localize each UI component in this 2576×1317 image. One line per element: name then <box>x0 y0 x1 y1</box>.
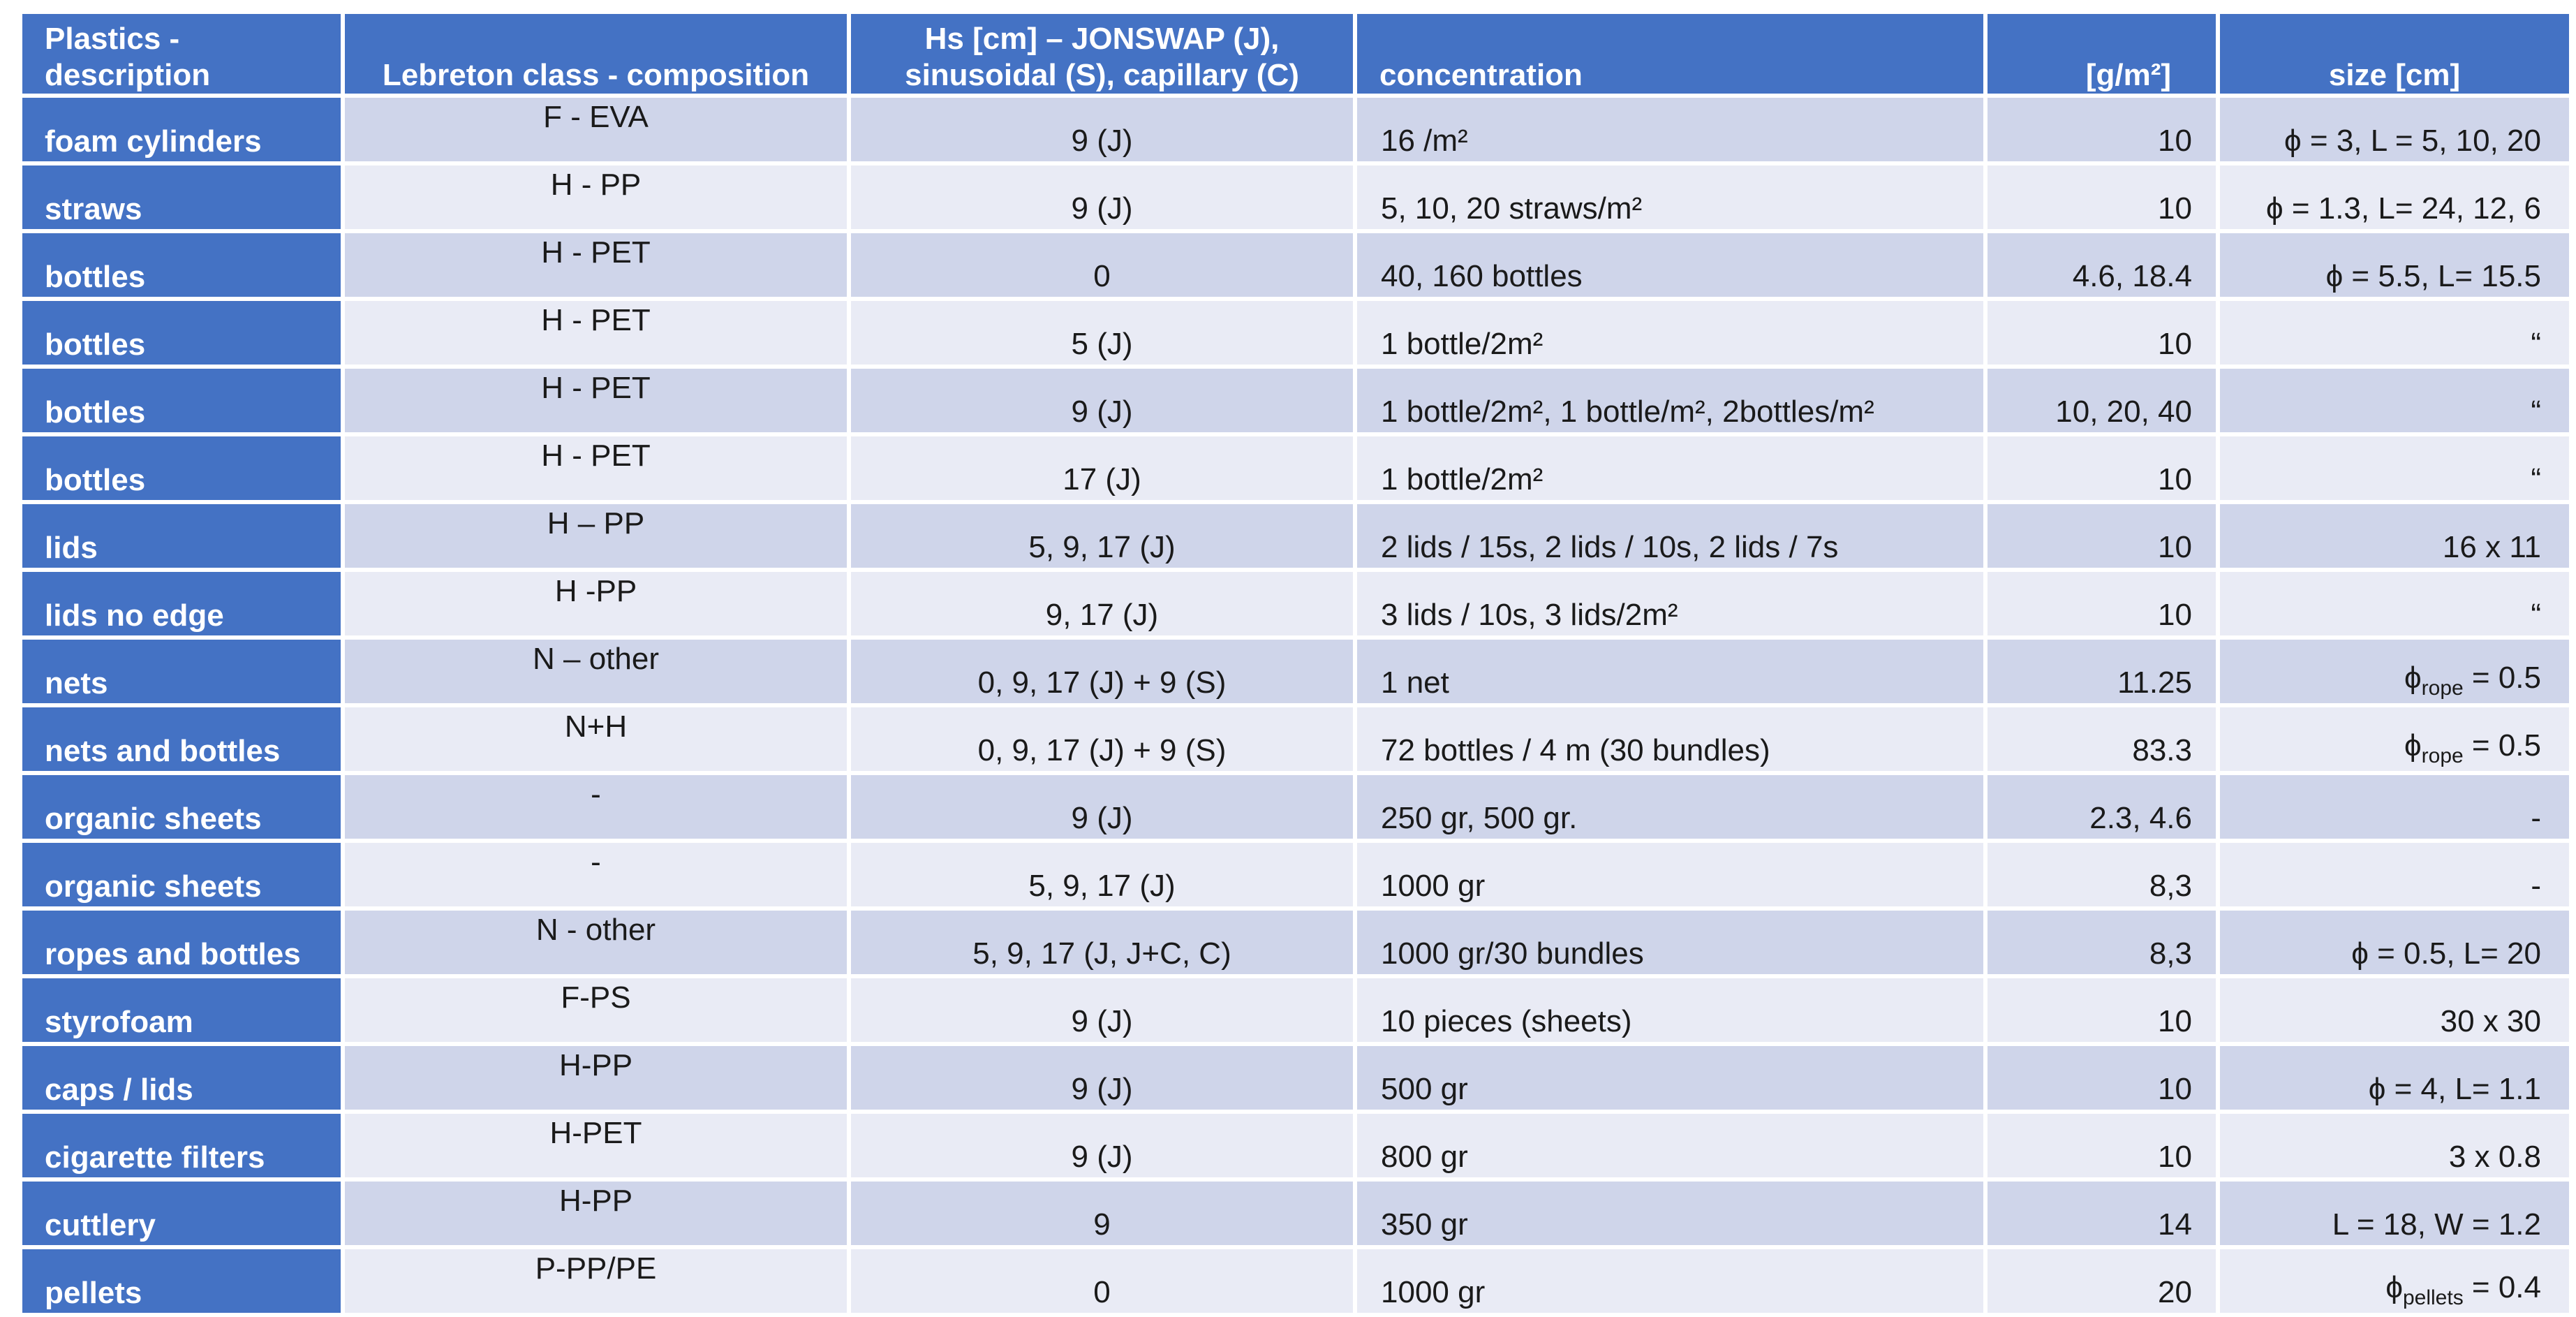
cell-description-text: bottles <box>45 395 146 429</box>
cell-gm2-text: 10 <box>2158 530 2192 564</box>
cell-gm2 <box>1987 911 2216 974</box>
cell-hs-text: 5, 9, 17 (J, J+C, C) <box>972 936 1231 971</box>
cell-hs-text: 9 (J) <box>1071 124 1133 158</box>
cell-class-text: H - PET <box>541 371 651 405</box>
cell-description-text: bottles <box>45 260 146 294</box>
cell-description-text: lids <box>45 531 98 565</box>
cell-class <box>345 1046 847 1110</box>
cell-description <box>22 1114 341 1177</box>
cell-gm2 <box>1987 775 2216 839</box>
cell-description <box>22 233 341 297</box>
cell-hs-text: 9 (J) <box>1071 1140 1133 1174</box>
cell-hs <box>851 1046 1353 1110</box>
cell-gm2 <box>1987 1114 2216 1177</box>
cell-concentration-text: 16 /m² <box>1381 124 1468 158</box>
cell-gm2 <box>1987 843 2216 906</box>
cell-hs <box>851 1249 1353 1313</box>
cell-size-text: 3 x 0.8 <box>2448 1140 2541 1174</box>
table-row <box>22 911 2569 974</box>
cell-hs-text: 9 (J) <box>1071 395 1133 429</box>
cell-concentration-text: 500 gr <box>1381 1072 1468 1106</box>
cell-class-text: - <box>591 777 601 811</box>
cell-class <box>345 165 847 229</box>
cell-hs-text: 9, 17 (J) <box>1045 598 1159 632</box>
cell-concentration <box>1357 1046 1983 1110</box>
cell-size <box>2220 98 2569 161</box>
cell-description <box>22 640 341 703</box>
cell-concentration <box>1357 911 1983 974</box>
cell-size <box>2220 707 2569 771</box>
cell-description <box>22 436 341 500</box>
cell-size <box>2220 436 2569 500</box>
cell-class <box>345 1249 847 1313</box>
cell-description <box>22 98 341 161</box>
cell-gm2-text: 10, 20, 40 <box>2055 395 2192 429</box>
cell-concentration <box>1357 301 1983 365</box>
cell-gm2-text: 10 <box>2158 124 2192 158</box>
cell-hs <box>851 98 1353 161</box>
cell-hs <box>851 504 1353 568</box>
cell-hs <box>851 911 1353 974</box>
cell-concentration-text: 1 net <box>1381 665 1449 700</box>
cell-class-text: F-PS <box>561 980 631 1015</box>
cell-hs <box>851 233 1353 297</box>
cell-gm2 <box>1987 707 2216 771</box>
cell-gm2-text: 10 <box>2158 191 2192 226</box>
cell-size <box>2220 301 2569 365</box>
header-hs-line1: Hs [cm] – JONSWAP (J), <box>924 22 1280 56</box>
cell-class-text: H -PP <box>554 574 637 608</box>
cell-hs-text: 9 <box>1093 1207 1111 1242</box>
cell-description-text: straws <box>45 192 142 226</box>
cell-description <box>22 504 341 568</box>
cell-hs-text: 9 (J) <box>1071 1072 1133 1106</box>
cell-gm2 <box>1987 98 2216 161</box>
header-description <box>22 14 341 94</box>
cell-size <box>2220 165 2569 229</box>
cell-class <box>345 504 847 568</box>
cell-gm2-text: 10 <box>2158 462 2192 496</box>
cell-class <box>345 1182 847 1245</box>
cell-gm2 <box>1987 165 2216 229</box>
cell-description-text: bottles <box>45 463 146 497</box>
cell-description-text: nets <box>45 666 108 700</box>
cell-size <box>2220 911 2569 974</box>
cell-size-text: “ <box>2531 327 2541 361</box>
header-concentration: concentration <box>1357 14 1983 94</box>
cell-size-tail: = 0.5 <box>2463 728 2541 763</box>
cell-class-text: H-PP <box>558 1048 633 1082</box>
cell-concentration-text: 5, 10, 20 straws/m² <box>1381 191 1643 226</box>
cell-class-text: H – PP <box>547 506 645 540</box>
cell-concentration-text: 72 bottles / 4 m (30 bundles) <box>1381 733 1770 767</box>
cell-concentration <box>1357 843 1983 906</box>
cell-class <box>345 911 847 974</box>
cell-concentration <box>1357 1182 1983 1245</box>
cell-concentration-text: 10 pieces (sheets) <box>1381 1004 1632 1038</box>
table-row <box>22 436 2569 500</box>
cell-class-text: H-PET <box>549 1116 642 1150</box>
cell-gm2 <box>1987 572 2216 635</box>
cell-class <box>345 843 847 906</box>
cell-class-text: F - EVA <box>543 100 649 134</box>
cell-hs-text: 0, 9, 17 (J) + 9 (S) <box>977 665 1227 700</box>
cell-hs-text: 9 (J) <box>1071 1004 1133 1038</box>
cell-concentration-text: 2 lids / 15s, 2 lids / 10s, 2 lids / 7s <box>1381 530 1839 564</box>
cell-hs <box>851 1182 1353 1245</box>
cell-size-text: ϕ = 4, L= 1.1 <box>2368 1072 2541 1106</box>
header-hs-line2: sinusoidal (S), capillary (C) <box>905 58 1299 92</box>
cell-hs <box>851 301 1353 365</box>
table-row <box>22 504 2569 568</box>
cell-gm2-text: 14 <box>2158 1207 2192 1242</box>
cell-class-text: N+H <box>564 709 628 744</box>
cell-size <box>2220 1182 2569 1245</box>
cell-gm2 <box>1987 1046 2216 1110</box>
cell-description-text: lids no edge <box>45 598 224 633</box>
cell-gm2-text: 10 <box>2158 1140 2192 1174</box>
cell-hs <box>851 572 1353 635</box>
header-class: Lebreton class - composition <box>345 14 847 94</box>
cell-size <box>2220 1114 2569 1177</box>
cell-description <box>22 707 341 771</box>
table-row <box>22 98 2569 161</box>
cell-description-text: nets and bottles <box>45 734 281 768</box>
cell-concentration-text: 800 gr <box>1381 1140 1468 1174</box>
header-row <box>22 14 2569 94</box>
cell-class <box>345 369 847 432</box>
cell-size-text: ϕ = 1.3, L= 24, 12, 6 <box>2265 191 2541 226</box>
cell-concentration-text: 1000 gr/30 bundles <box>1381 936 1644 971</box>
cell-gm2-text: 8,3 <box>2149 869 2192 903</box>
cell-gm2-text: 10 <box>2158 1072 2192 1106</box>
cell-size <box>2220 504 2569 568</box>
cell-concentration <box>1357 98 1983 161</box>
table-row <box>22 572 2569 635</box>
cell-class-text: H - PET <box>541 303 651 337</box>
cell-description <box>22 1182 341 1245</box>
cell-description <box>22 911 341 974</box>
cell-class-text: P-PP/PE <box>535 1251 657 1286</box>
cell-class-text: N – other <box>533 642 659 676</box>
cell-description <box>22 369 341 432</box>
cell-description <box>22 1249 341 1313</box>
cell-size-text: - <box>2531 869 2541 903</box>
cell-description-text: cuttlery <box>45 1208 156 1242</box>
cell-gm2-text: 83.3 <box>2132 733 2192 767</box>
table-row <box>22 301 2569 365</box>
cell-class <box>345 301 847 365</box>
cell-description-text: foam cylinders <box>45 124 262 159</box>
cell-description <box>22 301 341 365</box>
cell-size <box>2220 572 2569 635</box>
cell-hs-text: 17 (J) <box>1063 462 1141 496</box>
cell-concentration-text: 1 bottle/2m², 1 bottle/m², 2bottles/m² <box>1381 395 1874 429</box>
table-row <box>22 1114 2569 1177</box>
table-row <box>22 165 2569 229</box>
cell-description-text: bottles <box>45 328 146 362</box>
cell-hs <box>851 978 1353 1042</box>
cell-size-text: ϕ <box>2404 728 2422 763</box>
cell-hs <box>851 165 1353 229</box>
cell-description <box>22 843 341 906</box>
table-row <box>22 1182 2569 1245</box>
cell-class-text: - <box>591 845 601 879</box>
cell-gm2 <box>1987 1182 2216 1245</box>
cell-description <box>22 978 341 1042</box>
cell-description-text: styrofoam <box>45 1005 193 1039</box>
cell-size <box>2220 843 2569 906</box>
cell-size-text: ϕ = 3, L = 5, 10, 20 <box>2284 124 2541 158</box>
cell-size-text: “ <box>2531 395 2541 429</box>
cell-gm2 <box>1987 233 2216 297</box>
cell-gm2-text: 4.6, 18.4 <box>2072 259 2192 293</box>
cell-concentration-text: 1 bottle/2m² <box>1381 462 1544 496</box>
cell-class <box>345 572 847 635</box>
cell-class <box>345 436 847 500</box>
cell-gm2 <box>1987 504 2216 568</box>
table-row <box>22 843 2569 906</box>
cell-size-text: “ <box>2531 598 2541 632</box>
table-row <box>22 775 2569 839</box>
cell-description <box>22 775 341 839</box>
cell-hs <box>851 436 1353 500</box>
cell-size-subscript: pellets <box>2402 1286 2464 1309</box>
cell-gm2 <box>1987 978 2216 1042</box>
cell-class-text: H - PET <box>541 235 651 270</box>
cell-size-text: L = 18, W = 1.2 <box>2332 1207 2541 1242</box>
cell-hs-text: 5, 9, 17 (J) <box>1028 530 1176 564</box>
cell-size-text: ϕ <box>2404 661 2422 696</box>
cell-size <box>2220 369 2569 432</box>
cell-hs-text: 9 (J) <box>1071 191 1133 226</box>
cell-class-text: H - PP <box>550 168 642 202</box>
table-row <box>22 640 2569 703</box>
cell-concentration <box>1357 572 1983 635</box>
table-row <box>22 1046 2569 1110</box>
cell-description-text: caps / lids <box>45 1073 193 1107</box>
cell-size <box>2220 1046 2569 1110</box>
cell-concentration-text: 1 bottle/2m² <box>1381 327 1544 361</box>
cell-gm2 <box>1987 369 2216 432</box>
cell-description-text: pellets <box>45 1276 142 1310</box>
cell-size <box>2220 233 2569 297</box>
table-row <box>22 233 2569 297</box>
cell-size <box>2220 978 2569 1042</box>
cell-class <box>345 98 847 161</box>
cell-hs-text: 0 <box>1093 259 1111 293</box>
cell-description-text: organic sheets <box>45 802 262 836</box>
header-hs <box>851 14 1353 94</box>
cell-class <box>345 775 847 839</box>
header-gm2: [g/m²] <box>1987 14 2216 94</box>
cell-size <box>2220 775 2569 839</box>
cell-class <box>345 1114 847 1177</box>
cell-hs <box>851 640 1353 703</box>
cell-gm2-text: 11.25 <box>2117 665 2192 700</box>
cell-hs <box>851 843 1353 906</box>
header-description-line1: Plastics - <box>45 22 180 56</box>
cell-size-subscript: rope <box>2421 677 2464 700</box>
cell-hs-text: 9 (J) <box>1071 801 1133 835</box>
cell-class-text: N - other <box>535 913 656 947</box>
cell-size-text: ϕ <box>2385 1270 2403 1305</box>
header-description-line2: description <box>45 58 211 92</box>
cell-gm2 <box>1987 1249 2216 1313</box>
cell-gm2-text: 8,3 <box>2149 936 2192 971</box>
cell-size-text: “ <box>2531 462 2541 496</box>
cell-size-text: ϕ = 5.5, L= 15.5 <box>2325 259 2541 293</box>
cell-class-text: H - PET <box>541 439 651 473</box>
cell-hs <box>851 1114 1353 1177</box>
cell-hs-text: 0 <box>1093 1275 1111 1309</box>
cell-concentration <box>1357 775 1983 839</box>
cell-size <box>2220 1249 2569 1313</box>
cell-hs-text: 0, 9, 17 (J) + 9 (S) <box>977 733 1227 767</box>
cell-concentration <box>1357 504 1983 568</box>
cell-concentration <box>1357 233 1983 297</box>
cell-class-text: H-PP <box>558 1184 633 1218</box>
cell-class <box>345 978 847 1042</box>
cell-hs-text: 5, 9, 17 (J) <box>1028 869 1176 903</box>
cell-concentration-text: 350 gr <box>1381 1207 1468 1242</box>
cell-gm2-text: 10 <box>2158 327 2192 361</box>
cell-description <box>22 1046 341 1110</box>
cell-description-text: cigarette filters <box>45 1140 265 1175</box>
cell-hs-text: 5 (J) <box>1071 327 1133 361</box>
cell-concentration-text: 1000 gr <box>1381 869 1486 903</box>
cell-concentration-text: 250 gr, 500 gr. <box>1381 801 1578 835</box>
cell-size-text: ϕ = 0.5, L= 20 <box>2351 936 2541 971</box>
cell-gm2-text: 2.3, 4.6 <box>2089 801 2192 835</box>
cell-gm2 <box>1987 640 2216 703</box>
cell-hs <box>851 707 1353 771</box>
cell-concentration <box>1357 707 1983 771</box>
cell-hs <box>851 775 1353 839</box>
cell-concentration <box>1357 436 1983 500</box>
cell-class <box>345 233 847 297</box>
cell-description <box>22 165 341 229</box>
cell-gm2-text: 10 <box>2158 1004 2192 1038</box>
table-row <box>22 1249 2569 1313</box>
cell-size-text: - <box>2531 801 2541 835</box>
table-body <box>22 98 2569 1313</box>
table-row <box>22 369 2569 432</box>
cell-gm2 <box>1987 436 2216 500</box>
cell-size <box>2220 640 2569 703</box>
cell-class <box>345 640 847 703</box>
header-size: size [cm] <box>2220 14 2569 94</box>
cell-description <box>22 572 341 635</box>
cell-concentration-text: 3 lids / 10s, 3 lids/2m² <box>1381 598 1678 632</box>
cell-gm2 <box>1987 301 2216 365</box>
table-row <box>22 978 2569 1042</box>
cell-concentration <box>1357 369 1983 432</box>
cell-gm2-text: 20 <box>2158 1275 2192 1309</box>
cell-concentration <box>1357 165 1983 229</box>
cell-concentration <box>1357 1114 1983 1177</box>
cell-size-text: 16 x 11 <box>2442 530 2541 564</box>
cell-hs <box>851 369 1353 432</box>
cell-description-text: ropes and bottles <box>45 937 301 971</box>
cell-description-text: organic sheets <box>45 869 262 904</box>
cell-concentration <box>1357 978 1983 1042</box>
plastics-table <box>18 10 2573 1317</box>
cell-size-tail: = 0.4 <box>2463 1270 2541 1305</box>
cell-gm2-text: 10 <box>2158 598 2192 632</box>
cell-concentration-text: 1000 gr <box>1381 1275 1486 1309</box>
cell-concentration <box>1357 1249 1983 1313</box>
cell-concentration <box>1357 640 1983 703</box>
cell-concentration-text: 40, 160 bottles <box>1381 259 1583 293</box>
cell-size-subscript: rope <box>2421 744 2464 767</box>
cell-class <box>345 707 847 771</box>
cell-size-tail: = 0.5 <box>2463 661 2541 696</box>
cell-size-text: 30 x 30 <box>2440 1004 2541 1038</box>
table-container <box>18 10 2573 1317</box>
table-row <box>22 707 2569 771</box>
